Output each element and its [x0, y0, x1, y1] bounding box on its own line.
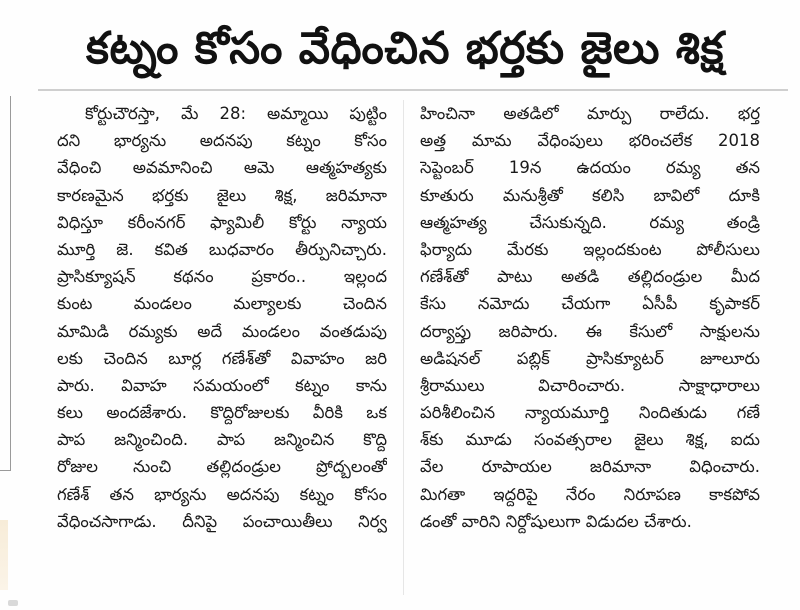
text-line: దని భార్యను అదనపు కట్నం కోసం: [57, 131, 387, 151]
text-line: సెప్టెంబర్ 19న ఉదయం రమ్య తన: [420, 158, 760, 178]
headline-rule: [38, 89, 788, 91]
text-line: గణేశ్‌తో పాటు అతడి తల్లిదండ్రుల మీద: [420, 267, 760, 287]
text-line: కూతురు మనుశ్రీతో కలిసి బావిలో దూకి: [420, 185, 760, 205]
text-line: పరిశీలించిన న్యాయమూర్తి నిందితుడు గణే: [420, 403, 760, 423]
text-line: కారణమైన భర్తకు జైలు శిక్ష, జరిమానా: [57, 185, 387, 205]
text-line: పాప జన్మించింది. పాప జన్మించిన కొద్ది: [57, 430, 387, 450]
text-line: దర్యాప్తు జరిపారు. ఈ కేసులో సాక్షులను: [420, 321, 760, 341]
article-column-right: [420, 100, 760, 535]
text-line: పారు. వివాహ సమయంలో కట్నం కాను: [57, 375, 387, 395]
text-line: మిగతా ఇద్దరిపై నేరం నిరూపణ కాకపోవ: [420, 484, 760, 504]
text-line: అడిషనల్ పబ్లిక్ ప్రాసిక్యూటర్ జూలూరు: [420, 348, 760, 368]
text-line: ప్రాసిక్యూషన్ కథనం ప్రకారం.. ఇల్లంద: [57, 267, 387, 287]
text-line: లకు చెందిన బూర్ల గణేశ్‌తో వివాహం జరి: [57, 348, 387, 368]
text-line: హించినా అతడిలో మార్పు రాలేదు. భర్త: [420, 104, 760, 123]
text-line: కేసు నమోదు చేయగా ఏసీపీ కృపాకర్: [420, 294, 760, 314]
text-line: శ్‌కు మూడు సంవత్సరాల జైలు శిక్ష, ఐదు: [420, 430, 760, 450]
scan-edge: [0, 520, 8, 590]
text-line: రోజుల నుంచి తల్లిదండ్రుల ప్రోద్బలంతో: [57, 457, 387, 477]
article-column-left: [57, 100, 387, 535]
text-line: కోర్టుచౌరస్తా, మే 28: అమ్మాయి పుట్టిం: [85, 104, 387, 123]
column-bracket: [0, 96, 11, 471]
text-line: గణేశ్ తన భార్యను అదనపు కట్నం కోసం: [57, 484, 387, 504]
column-divider: [403, 100, 404, 595]
text-line: విధిస్తూ కరీంనగర్ ఫ్యామిలీ కోర్టు న్యాయ: [57, 212, 387, 232]
text-line: శ్రీరాములు విచారించారు. సాక్షాధారాలు: [420, 375, 760, 395]
text-line: ఫిర్యాదు మేరకు ఇల్లందకుంట పోలీసులు: [420, 239, 760, 259]
text-line: వేల రూపాయల జరిమానా విధించారు.: [420, 457, 760, 477]
article-headline: కట్నం కోసం వేధించిన భర్తకు జైలు శిక్ష: [86, 23, 724, 74]
text-line: అత్త మామ వేధింపులు భరించలేక 2018: [420, 131, 760, 151]
text-line: మామిడి రమ్యకు అదే మండలం వంతడుపు: [57, 321, 387, 341]
text-line: వేధించి అవమానించి ఆమె ఆత్మహత్యకు: [57, 158, 387, 178]
text-line: మూర్తి జె. కవిత బుధవారం తీర్పునిచ్చారు.: [57, 239, 387, 259]
text-line: కుంట మండలం మల్యాలకు చెందిన: [57, 294, 387, 314]
text-line: కలు అందజేశారు. కొద్దిరోజులకు వీరికి ఒక: [57, 403, 387, 423]
text-line: వేధించసాగాడు. దీనిపై పంచాయితీలు నిర్వ: [57, 511, 387, 531]
text-line: డంతో వారిని నిర్దోషులుగా విడుదల చేశారు.: [420, 511, 692, 531]
scan-mark: [8, 600, 18, 606]
text-line: ఆత్మహత్య చేసుకున్నది. రమ్య తండ్రి: [420, 212, 760, 232]
